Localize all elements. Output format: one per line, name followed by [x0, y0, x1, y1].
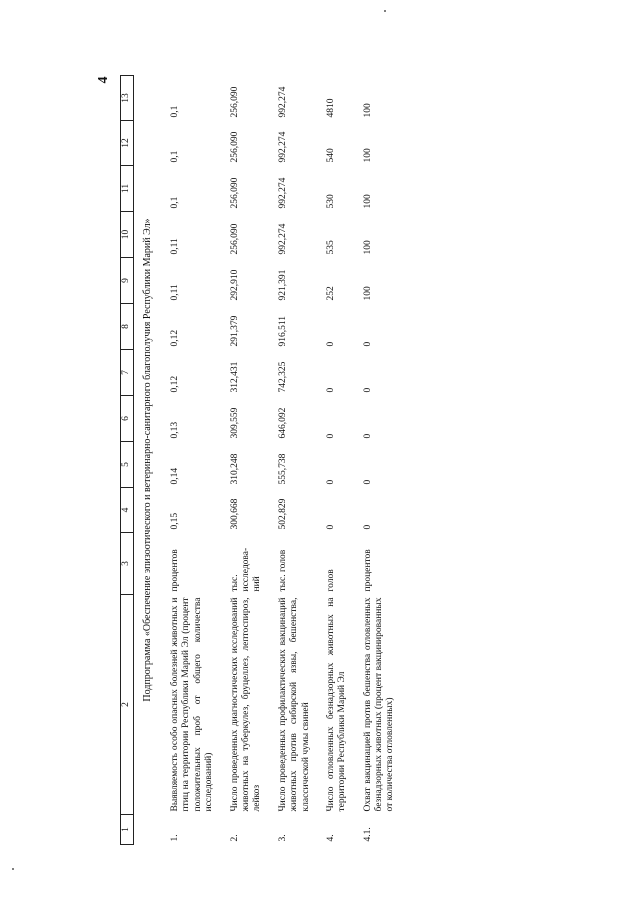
- year-value: 100: [362, 194, 373, 209]
- unit-of-measure: тыс. исследова-ний: [229, 547, 263, 592]
- year-value: 921,391: [277, 269, 288, 301]
- indicator-name: Число проведенных диагностических исследований животных на туберкулез, бруцеллез, лептоспироз, лейкоз: [229, 597, 263, 812]
- year-value: 100: [362, 240, 373, 255]
- year-value: 0,12: [170, 375, 180, 393]
- row-number: 2.: [229, 834, 240, 842]
- year-value: 291,379: [229, 315, 240, 347]
- year-value: 0,12: [170, 329, 180, 347]
- year-value: 0: [325, 524, 336, 530]
- column-number-header: 8: [121, 304, 134, 350]
- row-number: 1.: [170, 834, 180, 842]
- year-value: 0,11: [170, 284, 180, 301]
- column-number-header: 6: [121, 396, 134, 442]
- unit-of-measure: голов: [325, 569, 336, 592]
- year-value: 312,431: [229, 361, 240, 393]
- column-number-header: 3: [121, 533, 134, 595]
- table-row: [162, 76, 222, 845]
- indicator-name: Выявляемость особо опасных болезней животных и птиц на территории Республики Марий Эл (процент положительных проб от общего количества исследований): [170, 597, 215, 812]
- year-value: 992,274: [277, 131, 288, 163]
- year-value: 256,090: [229, 131, 240, 163]
- subprogram-title: Подпрограмма «Обеспечение эпизоотического и ветеринарно-санитарного благополучия Республики Марий Эл»: [142, 218, 153, 702]
- year-value: 4810: [325, 98, 336, 118]
- subprogram-title-row: [134, 76, 163, 845]
- year-value: 0: [362, 524, 373, 530]
- year-value: 309,559: [229, 407, 240, 439]
- year-value: 0,1: [170, 105, 180, 118]
- year-value: 0,11: [170, 238, 180, 255]
- year-value: 0: [362, 387, 373, 393]
- year-value: 502,829: [277, 498, 288, 530]
- unit-of-measure: процентов: [362, 549, 373, 592]
- unit-of-measure: тыс. голов: [277, 549, 288, 592]
- rotated-table-container: [120, 75, 518, 845]
- row-number: 4.: [325, 834, 336, 842]
- column-number-header: 2: [121, 595, 134, 815]
- year-value: 100: [362, 103, 373, 118]
- indicator-name: Число проведенных профилактических вакцинаций животных против сибирской язвы, бешенства, классической чумы свиней: [277, 597, 311, 812]
- table-row: [270, 76, 318, 845]
- year-value: 0,1: [170, 196, 180, 209]
- year-value: 742,325: [277, 361, 288, 393]
- unit-of-measure: процентов: [170, 549, 180, 592]
- year-value: 0,15: [170, 512, 180, 530]
- year-value: 0,14: [170, 467, 180, 485]
- year-value: 0: [325, 341, 336, 347]
- column-number-header: 13: [121, 76, 134, 121]
- year-value: 252: [325, 286, 336, 301]
- year-value: 555,738: [277, 453, 288, 485]
- column-number-header: 7: [121, 350, 134, 396]
- column-number-header: 5: [121, 442, 134, 488]
- year-value: 992,274: [277, 86, 288, 118]
- year-value: 916,511: [277, 315, 288, 347]
- table-row: [355, 76, 403, 845]
- year-value: 535: [325, 240, 336, 255]
- year-value: 0: [362, 341, 373, 347]
- year-value: 992,274: [277, 223, 288, 255]
- year-value: 100: [362, 286, 373, 301]
- year-value: 0: [325, 479, 336, 485]
- year-value: 292,910: [229, 269, 240, 301]
- year-value: 0: [325, 433, 336, 439]
- year-value: 256,090: [229, 86, 240, 118]
- table-row: [222, 76, 270, 845]
- year-value: 646,092: [277, 407, 288, 439]
- year-value: 540: [325, 148, 336, 163]
- page-number: 4: [96, 76, 111, 84]
- year-value: 0: [325, 387, 336, 393]
- year-value: 256,090: [229, 223, 240, 255]
- table-row: [318, 76, 355, 845]
- year-value: 0: [362, 433, 373, 439]
- scan-speck: [12, 868, 14, 870]
- year-value: 310,248: [229, 453, 240, 485]
- column-number-header: 11: [121, 166, 134, 212]
- indicators-table: [120, 75, 403, 845]
- row-number: 3.: [277, 834, 288, 842]
- year-value: 530: [325, 194, 336, 209]
- year-value: 0,13: [170, 421, 180, 439]
- column-number-row: [121, 76, 134, 845]
- row-number: 4.1.: [362, 827, 373, 842]
- column-number-header: 12: [121, 121, 134, 166]
- scan-speck: [384, 10, 386, 12]
- year-value: 100: [362, 148, 373, 163]
- column-number-header: 9: [121, 258, 134, 304]
- indicator-name: Число отловленных безнадзорных животных на территории Республики Марий Эл: [325, 597, 348, 812]
- year-value: 992,274: [277, 177, 288, 209]
- year-value: 0,1: [170, 150, 180, 163]
- year-value: 300,668: [229, 498, 240, 530]
- indicator-name: Охват вакцинацией против бешенства отловленных безнадзорных животных (процент вакцинированных от количества отловленных): [362, 597, 396, 812]
- column-number-header: 4: [121, 488, 134, 533]
- column-number-header: 1: [121, 815, 134, 845]
- column-number-header: 10: [121, 212, 134, 258]
- year-value: 256,090: [229, 177, 240, 209]
- year-value: 0: [362, 479, 373, 485]
